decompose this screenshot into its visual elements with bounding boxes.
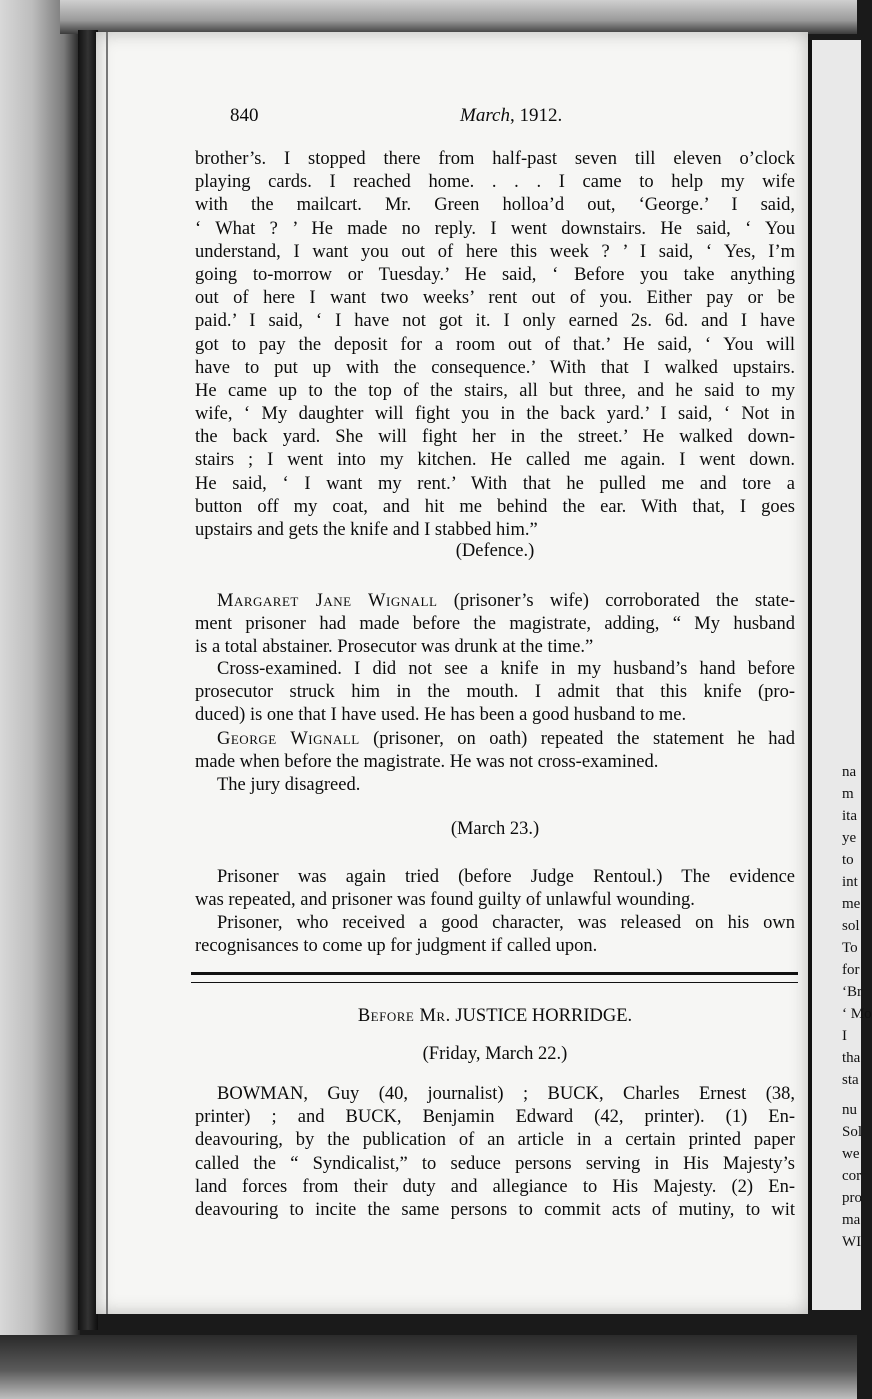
witness-name: George Wignall xyxy=(217,729,360,749)
witness-name: Margaret Jane Wignall xyxy=(217,591,438,611)
text-line: recognisances to come up for judgment if called upon. xyxy=(195,936,598,957)
scanner-top-edge xyxy=(60,0,857,34)
text-line: got to pay the deposit for a room out of that.’ He said, ‘ You will xyxy=(195,334,795,355)
retrial-paragraph xyxy=(195,866,795,912)
text-line: stairs ; I went into my kitchen. He called me again. I went down. xyxy=(195,450,795,471)
adjacent-fragment: ‘Br xyxy=(842,984,862,1000)
adjacent-fragment: for xyxy=(842,962,860,978)
text-line: land forces from their duty and allegiance to His Majesty. (2) En- xyxy=(195,1176,795,1197)
defence-heading: (Defence.) xyxy=(455,541,535,561)
text-line: with the mailcart. Mr. Green holloa’d out, ‘George.’ I said, xyxy=(195,195,795,216)
text-line: is a total abstainer. Prosecutor was drunk at the time.” xyxy=(195,637,594,658)
adjacent-fragment: cor xyxy=(842,1168,862,1184)
adjacent-fragment: To xyxy=(842,940,858,956)
text-line: printer) ; and BUCK, Benjamin Edward (42, printer). (1) En- xyxy=(195,1107,795,1128)
justice-heading: Before Mr. JUSTICE HORRIDGE. xyxy=(357,1006,633,1026)
adjacent-fragment: tha xyxy=(842,1050,861,1066)
cross-examination-paragraph xyxy=(195,658,795,728)
adjacent-fragment: to xyxy=(842,852,854,868)
running-title xyxy=(460,104,562,127)
text-line: deavouring, by the publication of an article in a certain printed paper xyxy=(195,1130,795,1151)
text-line: called the “ Syndicalist,” to seduce persons serving in His Majesty’s xyxy=(195,1153,795,1174)
adjacent-fragment: int xyxy=(842,874,858,890)
text-line: BOWMAN, Guy (40, journalist) ; BUCK, Charles Ernest (38, xyxy=(217,1084,795,1104)
adjacent-fragment: WI xyxy=(842,1234,862,1250)
text-line: ment prisoner had made before the magistrate, adding, “ My husband xyxy=(195,614,795,635)
friday-heading: (Friday, March 22.) xyxy=(422,1044,568,1064)
scanner-bottom-edge xyxy=(0,1335,857,1399)
adjacent-fragment: ye xyxy=(842,830,857,846)
text-line: Prisoner was again tried (before Judge Rentoul.) The evidence xyxy=(217,867,795,887)
text-line: was repeated, and prisoner was found guilty of unlawful wounding. xyxy=(195,890,695,911)
release-paragraph xyxy=(195,912,795,958)
prisoner-evidence-paragraph xyxy=(195,728,795,798)
text-line: The jury disagreed. xyxy=(217,775,361,796)
text-line: Prisoner, who received a good character, was released on his own xyxy=(217,913,795,933)
adjacent-fragment: na xyxy=(842,764,857,780)
adjacent-fragment: sta xyxy=(842,1072,859,1088)
adjacent-fragment: ma xyxy=(842,1212,861,1228)
adjacent-fragment: me xyxy=(842,896,861,912)
text-line: the back yard. She will fight her in the street.’ He walked down- xyxy=(195,427,795,448)
march23-heading: (March 23.) xyxy=(450,819,540,839)
text-line: made when before the magistrate. He was not cross-examined. xyxy=(195,752,659,773)
text-line: prosecutor struck him in the mouth. I admit that this knife (pro- xyxy=(195,682,795,703)
text-line: going to-morrow or Tuesday.’ He said, ‘ Before you take anything xyxy=(195,264,795,285)
book-page xyxy=(96,32,808,1314)
running-month: March xyxy=(460,105,510,126)
page-number: 840 xyxy=(230,105,259,126)
adjacent-fragment: m xyxy=(842,786,854,802)
text-line: duced) is one that I have used. He has been a good husband to me. xyxy=(195,705,687,726)
text-line: Margaret Jane Wignall (prisoner’s wife) corroborated the state- xyxy=(217,591,796,611)
text-line: Cross-examined. I did not see a knife in my husband’s hand before xyxy=(217,659,795,679)
text-line: understand, I want you out of here this week ? ’ I said, ‘ Yes, I’m xyxy=(195,241,795,262)
text-line: deavouring to incite the same persons to commit acts of mutiny, to wit xyxy=(195,1199,795,1220)
page-margin-rule xyxy=(106,32,108,1314)
text-line: playing cards. I reached home. . . . I came to help my wife xyxy=(195,172,795,193)
text-line: brother’s. I stopped there from half-past seven till eleven o’clock xyxy=(195,149,795,169)
text-line: button off my coat, and hit me behind the ear. With that, I goes xyxy=(195,496,795,517)
adjacent-fragment: ‘ Mo xyxy=(842,1006,872,1022)
text-line: out of here I want two weeks’ rent out of you. Either pay or be xyxy=(195,288,795,309)
testimony-paragraph xyxy=(195,148,795,542)
adjacent-fragment: sol xyxy=(842,918,860,934)
text-line: ‘ What ? ’ He made no reply. I went downstairs. He said, ‘ You xyxy=(195,218,795,239)
wife-evidence-paragraph xyxy=(195,590,795,660)
text-line: He said, ‘ I want my rent.’ With that he pulled me and tore a xyxy=(195,473,795,494)
book-spine xyxy=(78,30,98,1330)
text-line: George Wignall (prisoner, on oath) repeated the statement he had xyxy=(217,729,795,749)
running-header xyxy=(96,104,808,130)
scanner-left-margin xyxy=(0,0,80,1399)
adjacent-page-edge xyxy=(808,40,872,1310)
adjacent-fragment: nu xyxy=(842,1102,857,1118)
text-line: have to put up with the consequence.’ With that I walked upstairs. xyxy=(195,357,795,378)
adjacent-fragment: Sol xyxy=(842,1124,863,1140)
adjacent-fragment: I xyxy=(842,1028,847,1044)
bowman-case-paragraph xyxy=(195,1083,795,1222)
text-line: wife, ‘ My daughter will fight you in the back yard.’ I said, ‘ Not in xyxy=(195,404,795,425)
text-line: upstairs and gets the knife and I stabbed him.” xyxy=(195,520,538,540)
adjacent-fragment: we xyxy=(842,1146,860,1162)
text-line: paid.’ I said, ‘ I have not got it. I only earned 2s. 6d. and I have xyxy=(195,311,795,332)
adjacent-fragment: ita xyxy=(842,808,857,824)
adjacent-fragment: pro xyxy=(842,1190,862,1206)
section-divider xyxy=(191,972,798,983)
running-year: , 1912. xyxy=(509,105,563,126)
text-line: He came up to the top of the stairs, all but three, and he said to my xyxy=(195,380,795,401)
